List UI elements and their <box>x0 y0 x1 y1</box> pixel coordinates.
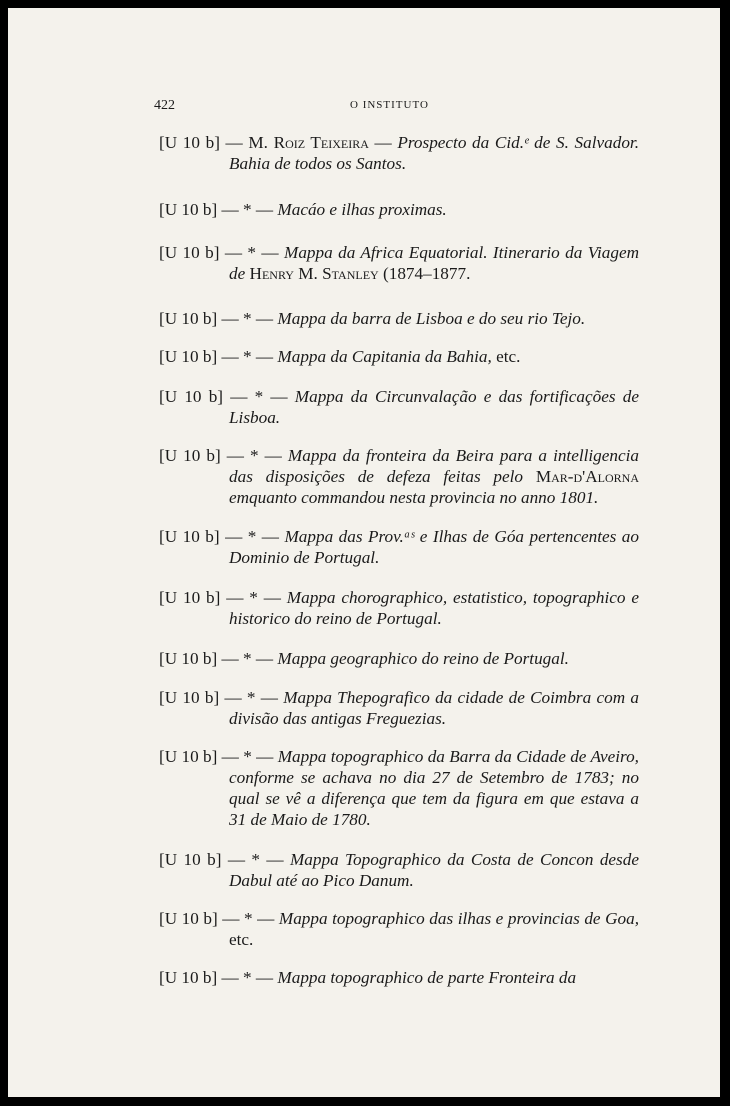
book-page <box>8 8 720 1097</box>
entry-reference: [U 10 b] — M. <box>159 133 274 152</box>
entry-title: Macáo e ilhas proximas. <box>277 200 447 219</box>
catalog-entry <box>159 967 639 988</box>
entry-reference: [U 10 b] — * — <box>159 309 278 328</box>
entry-title: Mappa da fronteira da Beira para a intelligencia das disposições de defeza feitas pelo <box>229 446 639 487</box>
entry-title: Mappa da Capitania da Bahia, <box>277 347 492 367</box>
entry-title: Mappa topographico de parte Fronteira da <box>277 968 577 988</box>
page-header <box>154 98 474 118</box>
entry-reference: [U 10 b] — * — <box>159 446 288 466</box>
entry-title: Mappa topographico da Barra da Cidade de Aveiro, conforme se achava no dia 27 de Setembro de 1783; no qual se vê a diferença que tem da figura em que estava a 31 de Maio de 1780. <box>229 746 639 829</box>
entry-title: Mappa chorographico, estatistico, topographico e historico do reino de Portugal. <box>229 588 639 629</box>
entry-reference: [U 10 b] — * — <box>159 908 279 928</box>
entry-title: Mappa das Prov.ᵃˢ e Ilhas de Góa pertencentes ao Dominio de Portugal. <box>229 527 639 568</box>
entry-person-name: Mar-d'Alorna <box>535 467 639 487</box>
entry-title: Prospecto da Cid.ᵉ de S. Salvador. Bahia de todos os Santos. <box>229 133 639 173</box>
entry-dates: (1874–1877. <box>378 264 471 283</box>
entry-author: Roiz Teixeira <box>273 133 369 152</box>
running-title: O INSTITUTO <box>350 99 429 111</box>
catalog-entry <box>159 199 639 220</box>
entry-etc: etc. <box>229 929 254 949</box>
catalog-entry <box>159 687 639 729</box>
entry-title-continuation: emquanto commandou nesta provincia no anno 1801. <box>229 488 599 508</box>
entry-reference: [U 10 b] — * — <box>159 849 290 869</box>
entry-reference: [U 10 b] — * — <box>159 968 278 988</box>
catalog-entry <box>159 908 639 950</box>
catalog-entry <box>159 346 639 367</box>
entry-etc: etc. <box>491 347 521 367</box>
entry-reference: [U 10 b] — * — <box>159 243 285 262</box>
entry-title: Mappa da barra de Lisboa e do seu rio Tejo. <box>277 309 586 328</box>
entry-separator: — <box>368 133 398 152</box>
entry-title: Mappa da Circunvalação e das fortificações de Lisboa. <box>229 387 639 428</box>
catalog-entry <box>159 242 639 284</box>
catalog-entry <box>159 587 639 629</box>
entry-reference: [U 10 b] — * — <box>159 527 285 547</box>
entry-reference: [U 10 b] — * — <box>159 649 278 669</box>
catalog-entry <box>159 132 639 174</box>
entry-reference: [U 10 b] — * — <box>159 588 287 608</box>
entry-title: Mappa geographico do reino de Portugal. <box>277 649 569 669</box>
entry-title: Mappa Thepografico da cidade de Coimbra com a divisão das antigas Freguezias. <box>229 687 639 728</box>
catalog-entry <box>159 849 639 891</box>
catalog-entry <box>159 746 639 830</box>
entry-title: Mappa Topographico da Costa de Concon desde Dabul até ao Pico Danum. <box>229 849 639 890</box>
entry-reference: [U 10 b] — * — <box>159 687 284 707</box>
catalog-entries <box>159 132 639 1005</box>
page-number: 422 <box>154 98 175 113</box>
catalog-entry <box>159 526 639 568</box>
entry-title: Mappa da Africa Equatorial. Itinerario da Viagem de <box>229 243 639 283</box>
catalog-entry <box>159 308 639 329</box>
entry-reference: [U 10 b] — * — <box>159 387 295 407</box>
entry-reference: [U 10 b] — * — <box>159 200 278 219</box>
catalog-entry <box>159 648 639 669</box>
entry-reference: [U 10 b] — * — <box>159 746 278 766</box>
entry-person-name: Henry M. Stanley <box>249 264 379 283</box>
catalog-entry <box>159 386 639 428</box>
entry-reference: [U 10 b] — * — <box>159 347 278 367</box>
entry-title: Mappa topographico das ilhas e provincias de Goa, <box>278 908 639 928</box>
catalog-entry <box>159 445 639 508</box>
